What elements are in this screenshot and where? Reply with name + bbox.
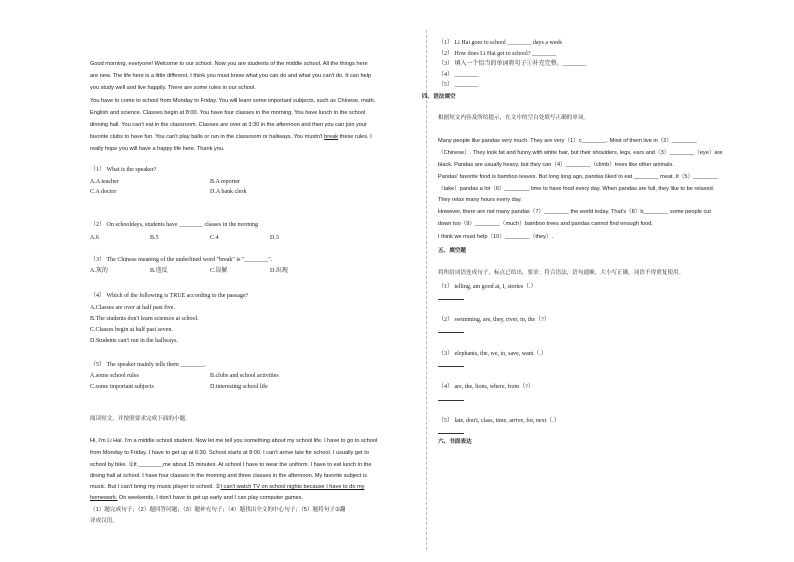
option-c[interactable]: C.4 xyxy=(210,235,219,241)
answer-line[interactable] xyxy=(438,299,464,300)
reading-section-title: 阅读短文，并按照要求完成下面的小题。 xyxy=(90,416,191,422)
passage1-line: dinning hall. You can't eat in the classroom. Classes are over at 3:30 in the afternoon and then you can join your xyxy=(90,122,367,128)
passage2-text: music. But I can't bring my music player to school. ② xyxy=(90,484,221,490)
option-c[interactable]: C.some important subjects xyxy=(90,384,154,390)
option-a[interactable]: A.Classes are over at half past five. xyxy=(90,305,175,311)
reading-q2: （2） How does Li Hai get to school? ________ xyxy=(438,51,556,57)
reading-q5: （5） ________ xyxy=(438,82,479,88)
grammar-line: They relax many hours every day. xyxy=(438,197,522,203)
passage1-text: favorite clubs to have fun. You can't play balls or run in the classroom or hallways. You mustn't xyxy=(90,134,325,140)
reading-q4: （4） ________ xyxy=(438,72,479,78)
sentence-task-5: （5） late, don't, class, time, arrive, for, next（.） xyxy=(438,418,560,424)
underlined-sentence-2: homework. xyxy=(90,495,118,501)
option-b[interactable]: B.A reporter xyxy=(210,179,240,185)
option-a[interactable]: A.6 xyxy=(90,235,99,241)
passage1-line: You have to come to school from Monday to Friday. You will learn some important subjects, such as Chinese, math, xyxy=(90,98,376,104)
option-a[interactable]: A.A teacher xyxy=(90,179,119,185)
instructions-line: （1）题完成句子；（2）题回答问题；（3）题补充句子；（4）题找出全文的中心句子；（5）题将句子②翻 xyxy=(90,507,346,513)
underlined-word-break: break xyxy=(324,134,339,140)
question-1-stem: （1） What is the speaker? xyxy=(90,167,157,173)
option-d[interactable]: D.Students can't run in the hallways. xyxy=(90,338,178,344)
option-b[interactable]: B.5 xyxy=(150,235,159,241)
section-4-title: 四、语法填空 xyxy=(422,94,456,100)
passage1-line: you study well and live happily. There are some rules in our school. xyxy=(90,85,256,91)
answer-line[interactable] xyxy=(438,433,464,434)
sentence-task-1: （1） telling, am good at, I, stories（.） xyxy=(438,284,537,290)
underlined-sentence-2: I can't watch TV on school nights because I have to do my xyxy=(220,484,365,490)
passage2-line: from Monday to Friday. I have to get up at 6:30. School starts at 8:00. I can't arrive late for school. I usually get to xyxy=(90,450,369,456)
sentence-task-4: （4） are, the, lions, where, from（?） xyxy=(438,384,534,390)
option-d[interactable]: D.3 xyxy=(270,235,279,241)
question-3-stem: （3） The Chinese meaning of the underlined word "break" is "________". xyxy=(90,257,273,263)
passage2-line xyxy=(90,482,364,493)
passage2-line xyxy=(90,493,303,504)
sentence-task-2: （2） swimming, are, they, river, in, the（?） xyxy=(438,317,550,323)
passage2-line: dining hall at school. I have four classes in the morning and three classes in the afternoon. My favorite subject is xyxy=(90,473,368,479)
passage2-line: school by bike. ①It ________me about 15 minutes. At school I have to wear the uniform. I have to eat lunch in the xyxy=(90,462,372,468)
question-5-stem: （5） The speaker mainly tells them ________. xyxy=(90,362,206,368)
sentence-task-3: （3） elephants, the, we, to, save, want（.） xyxy=(438,351,547,357)
question-4-stem: （4） Which of the following is TRUE according to the passage? xyxy=(90,293,249,299)
reading-q1: （1） Li Hai goes to school ________ days a week xyxy=(438,40,563,46)
option-b[interactable]: B.clubs and school activities xyxy=(210,373,279,379)
grammar-line: down too（9）________（much）bamboo trees and pandas cannot find enough food. xyxy=(438,221,653,227)
option-c[interactable]: C.Classes begin at half past seven. xyxy=(90,327,173,333)
grammar-line: black. Pandas are usually heavy, but they can（4）________（climb）trees like other animals. xyxy=(438,162,674,168)
option-d[interactable]: D.出现 xyxy=(270,268,288,274)
passage1-line: Good morning, everyone! Welcome to our school. Now you are students of the middle school. All the things here xyxy=(90,61,368,67)
option-d[interactable]: D.interesting school life xyxy=(210,384,268,390)
question-2-stem: （2） On schooldays, students have ________ classes in the morning xyxy=(90,222,258,228)
grammar-line: （Chinese）. They look fat and funny with white hair, but their shoulders, legs, ears and（3）________（eye）are xyxy=(438,150,723,156)
passage1-text: these rules. I xyxy=(338,134,372,140)
option-d[interactable]: D.A bank clerk xyxy=(210,189,247,195)
passage1-line: really hope you will have a happy life here. Thank you. xyxy=(90,146,225,152)
section-6-title: 六、书面表达 xyxy=(438,439,472,445)
grammar-line: I think we must help（10）________（they）. xyxy=(438,234,554,240)
instructions-line: 译成汉语。 xyxy=(90,518,118,524)
grammar-line: Pandas' favorite food is bamboo leaves. But long long ago, pandas liked to eat ________ meat. It（5）________ xyxy=(438,174,719,180)
option-b[interactable]: B.The students don't learn sciences at school. xyxy=(90,316,199,322)
section-4-instruction: 根据短文内容及所给提示，在文中的空白处填写正确的单词。 xyxy=(438,115,590,121)
grammar-line: However, there are not many pandas（7）________ the world today. That's（8）b________ some people cut xyxy=(438,209,711,215)
passage2-line: Hi, I'm Li Hai. I'm a middle school student. Now let me tell you something about my school life. I have to go to school xyxy=(90,438,378,444)
reading-q3: （3） 填入一个恰当的单词将句子①补充完整。________ xyxy=(438,61,587,67)
passage1-line xyxy=(90,132,372,143)
passage1-line: are new. The life here is a little different. I think you must know what you can do and what you can't do. It can help xyxy=(90,73,372,79)
option-a[interactable]: A.some school rules xyxy=(90,373,139,379)
option-a[interactable]: A.灰的 xyxy=(90,268,108,274)
option-c[interactable]: C.误解 xyxy=(210,268,228,274)
answer-line[interactable] xyxy=(438,366,464,367)
grammar-line: Many people like pandas very much. They are very（1）c________. Most of them live in（2）________ xyxy=(438,138,697,144)
answer-line[interactable] xyxy=(438,332,464,333)
option-c[interactable]: C.A doctor xyxy=(90,189,117,195)
column-divider xyxy=(426,30,427,550)
passage1-line: English and science. Classes begin at 8:00. You have four classes in the morning. You have lunch in the school xyxy=(90,110,366,116)
section-5-instruction: 将所给词语连成句子，标点已给出。要求：符合语法，语句通顺，大小写正确，词语不得重复使用。 xyxy=(438,270,685,276)
passage2-text: On weekends, I don't have to get up early and I can play computer games. xyxy=(117,495,304,501)
grammar-line: （take）pandas a lot（6）________ time to have food every day. When pandas are full, they like to be relaxed. xyxy=(438,186,715,192)
option-b[interactable]: B.违反 xyxy=(150,268,168,274)
section-5-title: 五、填空题 xyxy=(438,248,466,254)
answer-line[interactable] xyxy=(438,400,464,401)
